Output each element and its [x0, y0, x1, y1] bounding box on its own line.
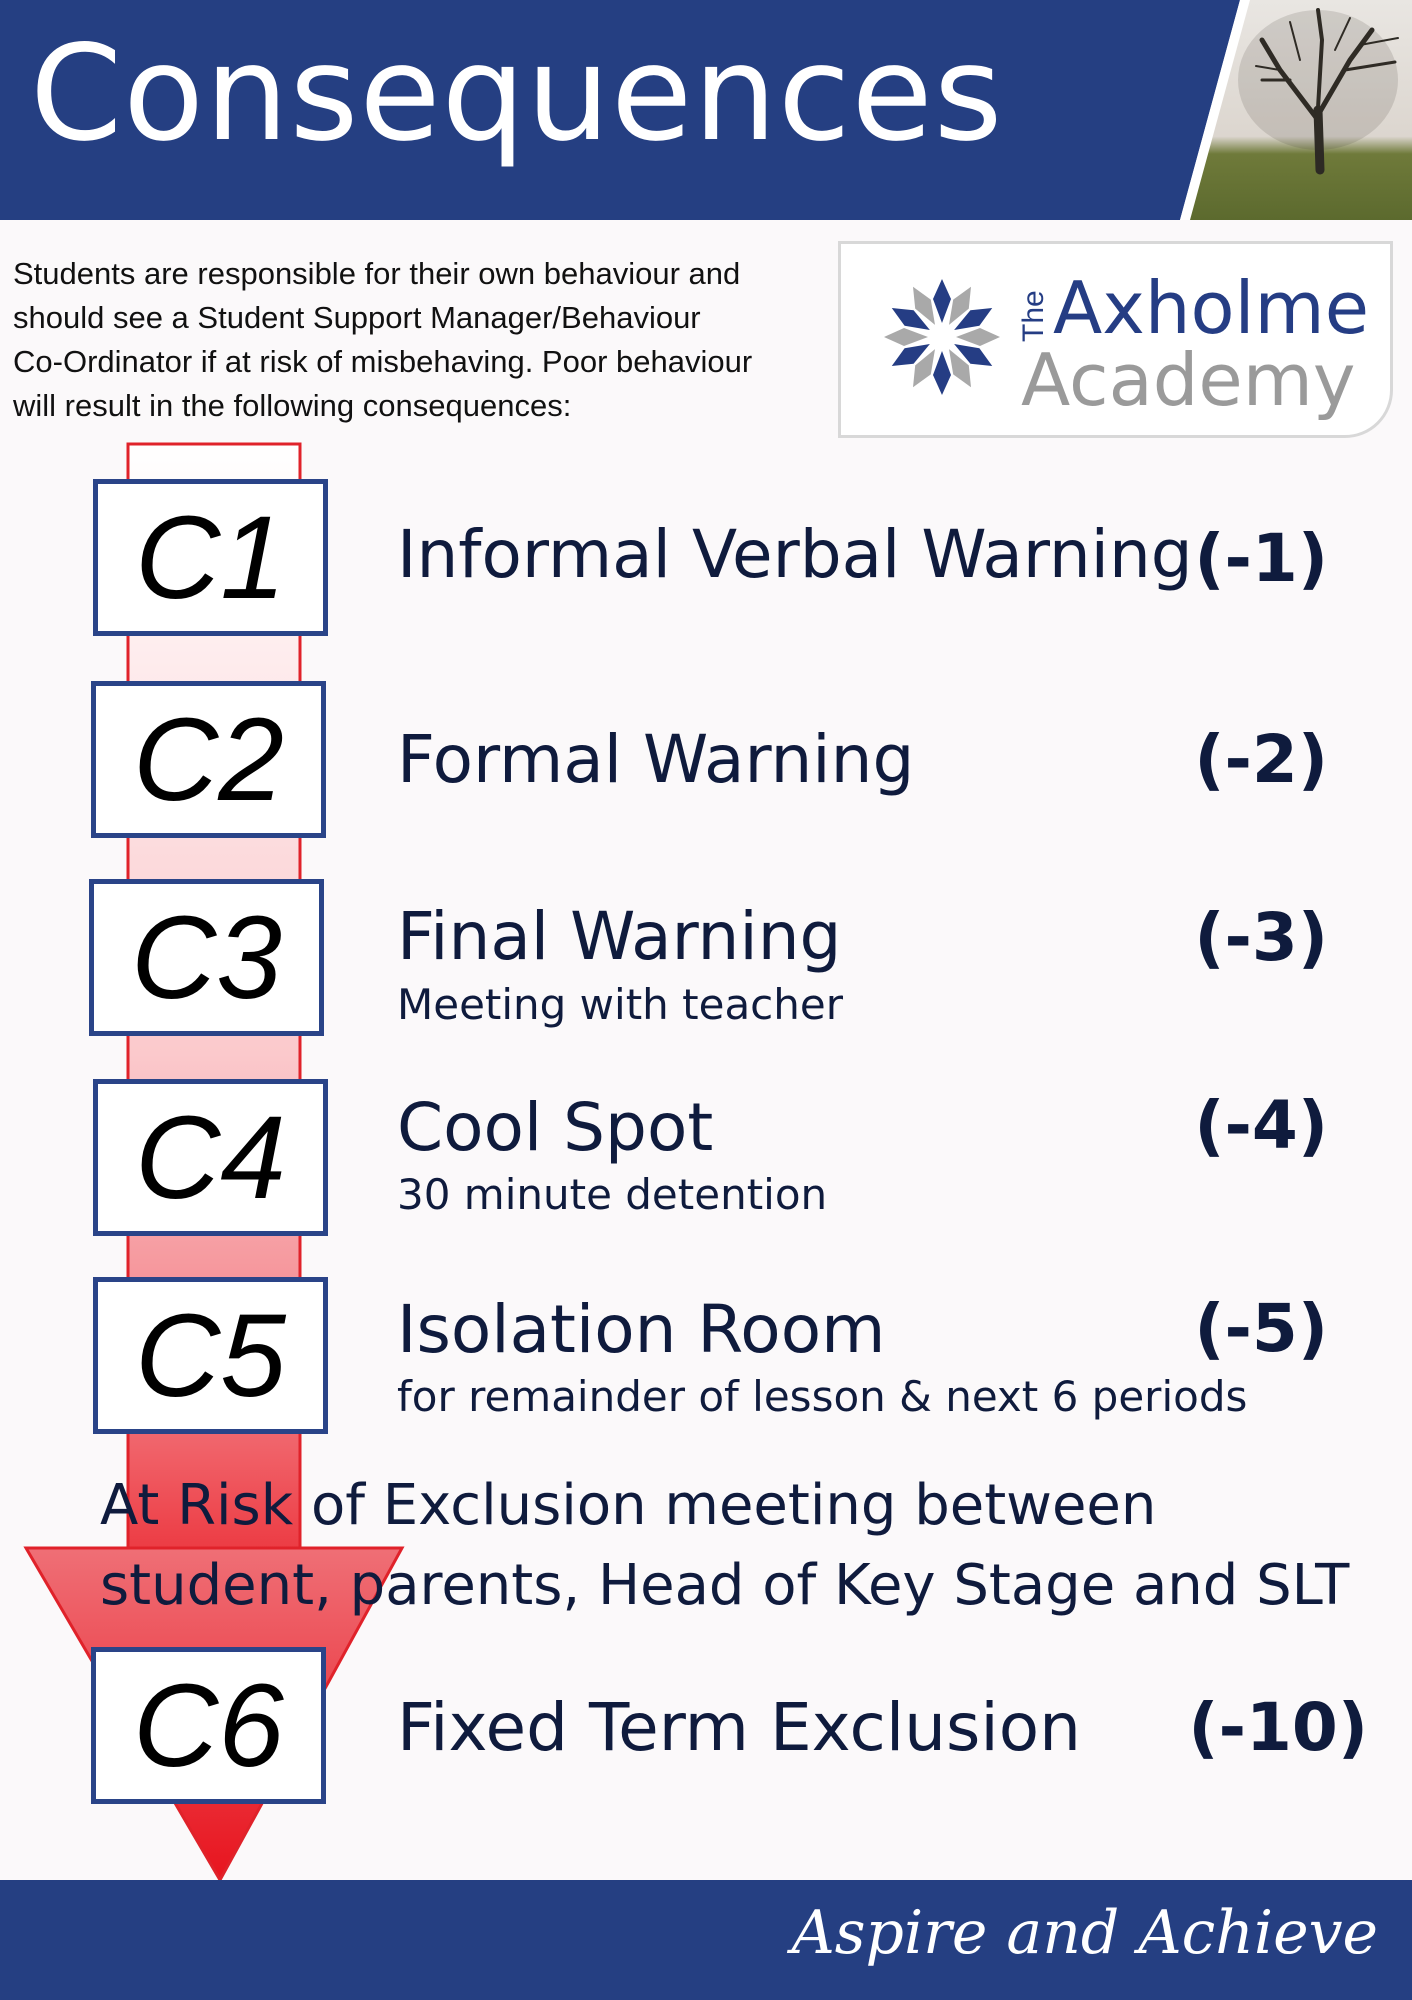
consequence-label-c5: Isolation Room: [397, 1291, 886, 1368]
consequence-label-c1: Informal Verbal Warning: [397, 516, 1193, 593]
consequence-detail-c4: 30 minute detention: [397, 1170, 828, 1219]
consequence-points-c4: (-4): [1194, 1087, 1328, 1164]
consequence-code-c3: C3: [89, 879, 324, 1036]
consequence-detail-c5: for remainder of lesson & next 6 periods: [397, 1372, 1248, 1421]
consequence-code-c2: C2: [91, 681, 326, 838]
consequence-label-c3: Final Warning: [397, 898, 842, 975]
consequence-code-c5: C5: [93, 1277, 328, 1434]
consequence-points-c5: (-5): [1194, 1290, 1328, 1367]
consequence-label-c4: Cool Spot: [397, 1089, 714, 1166]
consequence-points-c3: (-3): [1194, 899, 1328, 976]
consequence-label-c2: Formal Warning: [397, 721, 915, 798]
logo-the: The: [1017, 290, 1050, 342]
consequence-points-c2: (-2): [1194, 721, 1328, 798]
logo-subtitle: Academy: [1021, 338, 1356, 422]
consequence-code-c1: C1: [93, 479, 328, 636]
consequence-label-c6: Fixed Term Exclusion: [397, 1689, 1081, 1766]
consequence-code-c6: C6: [91, 1647, 326, 1804]
logo-name: Axholme: [1053, 266, 1369, 350]
consequence-code-c4: C4: [93, 1079, 328, 1236]
footer-tagline: Aspire and Achieve: [791, 1898, 1378, 1968]
page-title: Consequences: [30, 17, 1004, 171]
consequence-detail-c3: Meeting with teacher: [397, 980, 844, 1029]
intro-text: Students are responsible for their own behaviour and should see a Student Support Manager/Behaviour Co-Ordinator if at risk of misbehaving. Poor behaviour will result in the following consequences:: [13, 256, 753, 423]
consequence-points-c6: (-10): [1188, 1689, 1368, 1766]
consequence-points-c1: (-1): [1194, 520, 1328, 597]
footer-band: [0, 1880, 1412, 2000]
risk-of-exclusion-note: At Risk of Exclusion meeting between student, parents, Head of Key Stage and SLT: [100, 1473, 1350, 1618]
